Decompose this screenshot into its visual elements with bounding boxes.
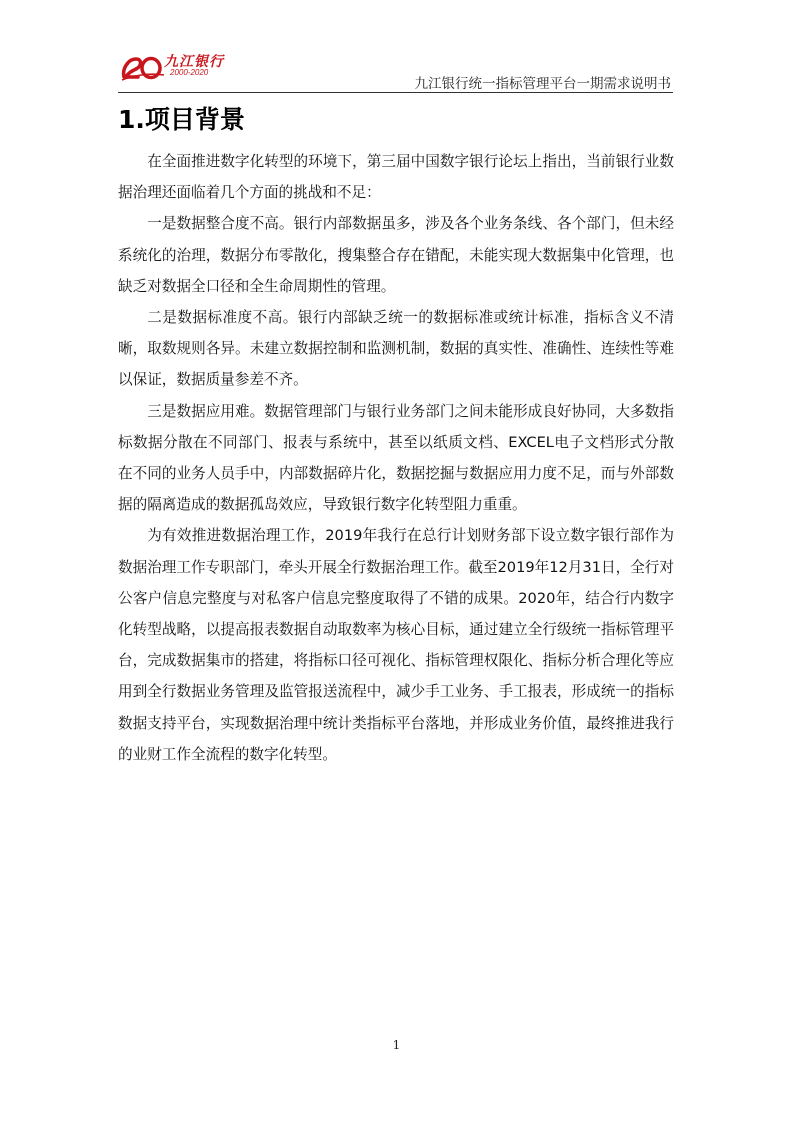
paragraph-point-1: 一是数据整合度不高。银行内部数据虽多，涉及各个业务条线、各个部门，但未经系统化的治理，数据分布零散化，搜集整合存在错配，未能实现大数据集中化管理，也缺乏对数据全口径和全生命周期性的管理。 (118, 215, 674, 295)
body-content (118, 146, 674, 770)
logo-bank-name: 九江银行 (164, 54, 224, 70)
paragraph-initiative: 为有效推进数据治理工作，2019年我行在总行计划财务部下设立数字银行部作为数据治理工作专职部门，牵头开展全行数据治理工作。截至2019年12月31日，全行对公客户信息完整度与对私客户信息完整度取得了不错的成果。2020年，结合行内数字化转型战略，以提高报表数据自动取数率为核心目标，通过建立全行级统一指标管理平台，完成数据集市的搭建，将指标口径可视化、指标管理权限化、指标分析合理化等应用到全行数据业务管理及监管报送流程中，减少手工业务、手工报表，形成统一的指标数据支持平台，实现数据治理中统计类指标平台落地，并形成业务价值，最终推进我行的业财工作全流程的数字化转型。 (118, 527, 674, 763)
paragraph-point-2: 二是数据标准度不高。银行内部缺乏统一的数据标准或统计标准，指标含义不清晰，取数规则各异。未建立数据控制和监测机制，数据的真实性、准确性、连续性等难以保证，数据质量参差不齐。 (118, 309, 674, 389)
bank-logo (120, 55, 230, 85)
logo-years: 2000-2020 (170, 68, 209, 77)
section-heading: 1.项目背景 (118, 105, 245, 134)
document-header-title: 九江银行统一指标管理平台一期需求说明书 (414, 76, 671, 92)
paragraph-intro: 在全面推进数字化转型的环境下，第三届中国数字银行论坛上指出，当前银行业数据治理还面临着几个方面的挑战和不足： (118, 153, 674, 202)
paragraph-point-3: 三是数据应用难。数据管理部门与银行业务部门之间未能形成良好协同，大多数指标数据分散在不同部门、报表与系统中，甚至以纸质文档、EXCEL电子文档形式分散在不同的业务人员手中，内部数据碎片化，数据挖掘与数据应用力度不足，而与外部数据的隔离造成的数据孤岛效应，导致银行数字化转型阻力重重。 (118, 402, 674, 514)
anniversary-20-logo-icon (120, 55, 166, 83)
page-number: 1 (392, 1038, 401, 1052)
header-divider (118, 92, 673, 93)
